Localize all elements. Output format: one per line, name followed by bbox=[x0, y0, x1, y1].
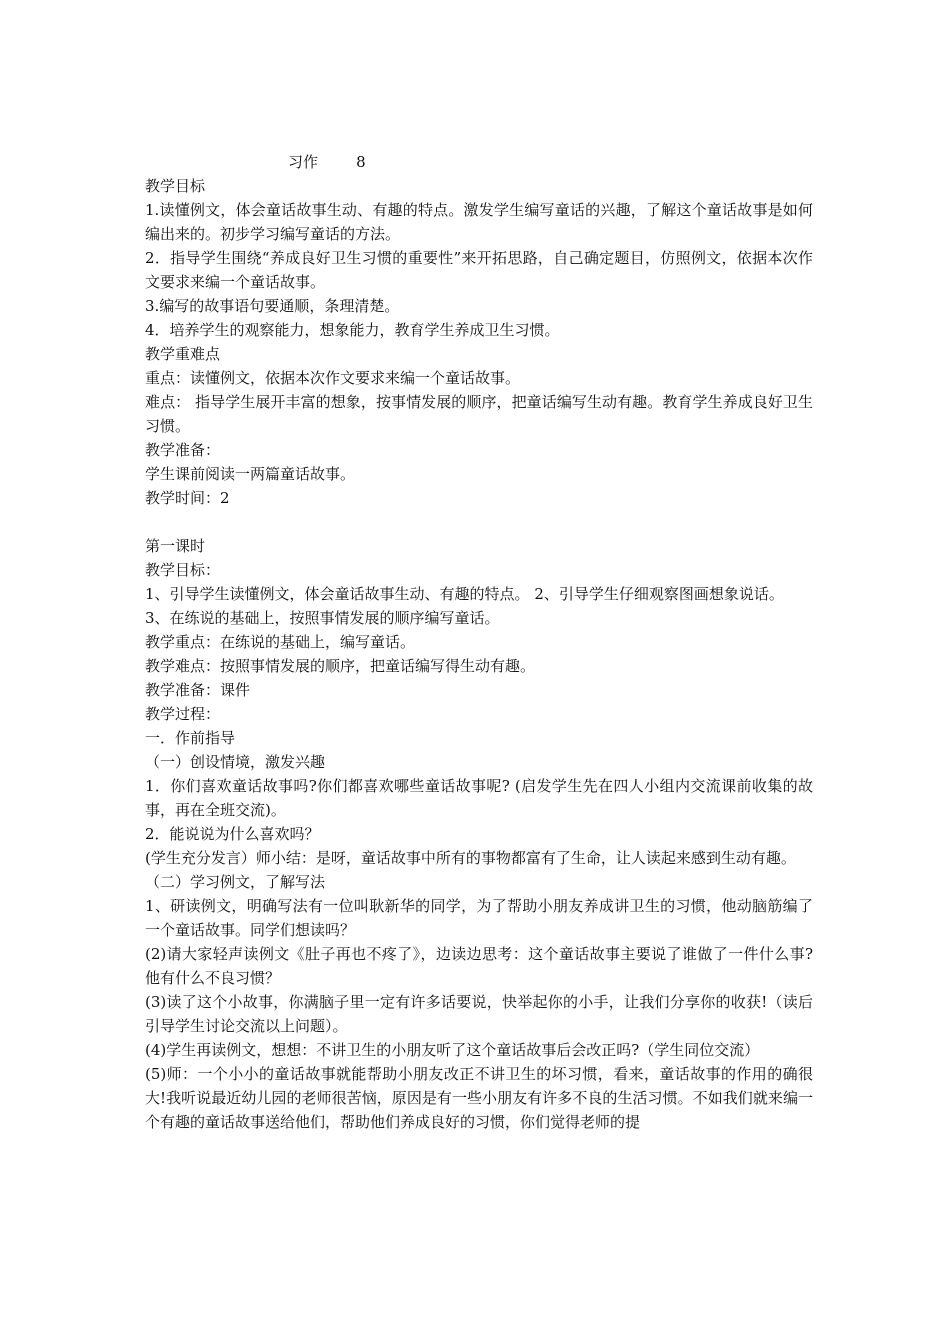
heading-lesson-goals: 教学目标： bbox=[145, 561, 221, 579]
process-example-1: 1、研读例文，明确写法有一位叫耿新华的同学，为了帮助小朋友养成讲卫生的习惯，他动脑筋编了一个童话故事。同学们想读吗？ bbox=[145, 897, 813, 939]
process-example-5: (5)师：一个小小的童话故事就能帮助小朋友改正不讲卫生的坏习惯，看来，童话故事的作用的确很大!我听说最近幼儿园的老师很苦恼，原因是有一些小朋友有许多不良的生活习惯。不如我们就来编一个有趣的童话故事送给他们，帮助他们养成良好的习惯，你们觉得老师的提 bbox=[145, 1065, 813, 1131]
process-example-3: (3)读了这个小故事，你满脑子里一定有许多话要说，快举起你的小手，让我们分享你的收获!（读后引导学生讨论交流以上问题）。 bbox=[145, 993, 813, 1035]
key-point: 重点：读懂例文，依据本次作文要求来编一个童话故事。 bbox=[145, 369, 521, 387]
goal-item-3: 3.编写的故事语句要通顺，条理清楚。 bbox=[145, 297, 400, 315]
lesson-goal-3: 3、在练说的基础上，按照事情发展的顺序编写童话。 bbox=[145, 609, 500, 627]
process-example-4: (4)学生再读例文，想想：不讲卫生的小朋友听了这个童话故事后会改正吗?（学生同位交流） bbox=[145, 1041, 760, 1059]
process-substep-2: （二）学习例文，了解写法 bbox=[145, 873, 326, 891]
heading-teaching-goals: 教学目标 bbox=[145, 177, 206, 195]
goal-item-1: 1.读懂例文，体会童话故事生动、有趣的特点。激发学生编写童话的兴趣，了解这个童话故事是如何编出来的。初步学习编写童话的方法。 bbox=[145, 201, 813, 243]
teaching-time: 教学时间：2 bbox=[145, 489, 230, 507]
process-summary: (学生充分发言）师小结：是呀，童话故事中所有的事物都富有了生命，让人读起来感到生动有趣。 bbox=[145, 849, 796, 867]
process-item-2: 2．能说说为什么喜欢吗？ bbox=[145, 825, 320, 843]
document-title: 习作 8 bbox=[288, 153, 366, 171]
process-example-2: (2)请大家轻声读例文《肚子再也不疼了》，边读边思考：这个童话故事主要说了谁做了一件什么事? 他有什么不良习惯？ bbox=[145, 945, 813, 987]
lesson-key-point: 教学重点：在练说的基础上，编写童话。 bbox=[145, 633, 416, 651]
goal-item-2: 2．指导学生围绕“养成良好卫生习惯的重要性”来开拓思路，自己确定题目，仿照例文，依据本次作文要求来编一个童话故事。 bbox=[145, 249, 813, 291]
lesson-goal-1-2: 1、引导学生读懂例文，体会童话故事生动、有趣的特点。 2、引导学生仔细观察图画想象说话。 bbox=[145, 585, 784, 603]
document-body bbox=[145, 174, 813, 1134]
difficult-point: 难点： 指导学生展开丰富的想象，按事情发展的顺序，把童话编写生动有趣。教育学生养成良好卫生习惯。 bbox=[145, 393, 813, 435]
goal-item-4: 4．培养学生的观察能力，想象能力，教育学生养成卫生习惯。 bbox=[145, 321, 560, 339]
heading-key-difficulties: 教学重难点 bbox=[145, 345, 221, 363]
process-item-1: 1．你们喜欢童话故事吗?你们都喜欢哪些童话故事呢? (启发学生先在四人小组内交流课前收集的故事，再在全班交流)。 bbox=[145, 777, 813, 819]
preparation-text: 学生课前阅读一两篇童话故事。 bbox=[145, 465, 356, 483]
heading-preparation: 教学准备： bbox=[145, 441, 221, 459]
process-substep-1: （一）创设情境，激发兴趣 bbox=[145, 753, 326, 771]
heading-process: 教学过程： bbox=[145, 705, 221, 723]
paragraph-gap bbox=[145, 510, 813, 534]
heading-first-lesson: 第一课时 bbox=[145, 537, 206, 555]
process-step-1: 一．作前指导 bbox=[145, 729, 236, 747]
lesson-preparation: 教学准备：课件 bbox=[145, 681, 251, 699]
lesson-difficult-point: 教学难点：按照事情发展的顺序，把童话编写得生动有趣。 bbox=[145, 657, 536, 675]
